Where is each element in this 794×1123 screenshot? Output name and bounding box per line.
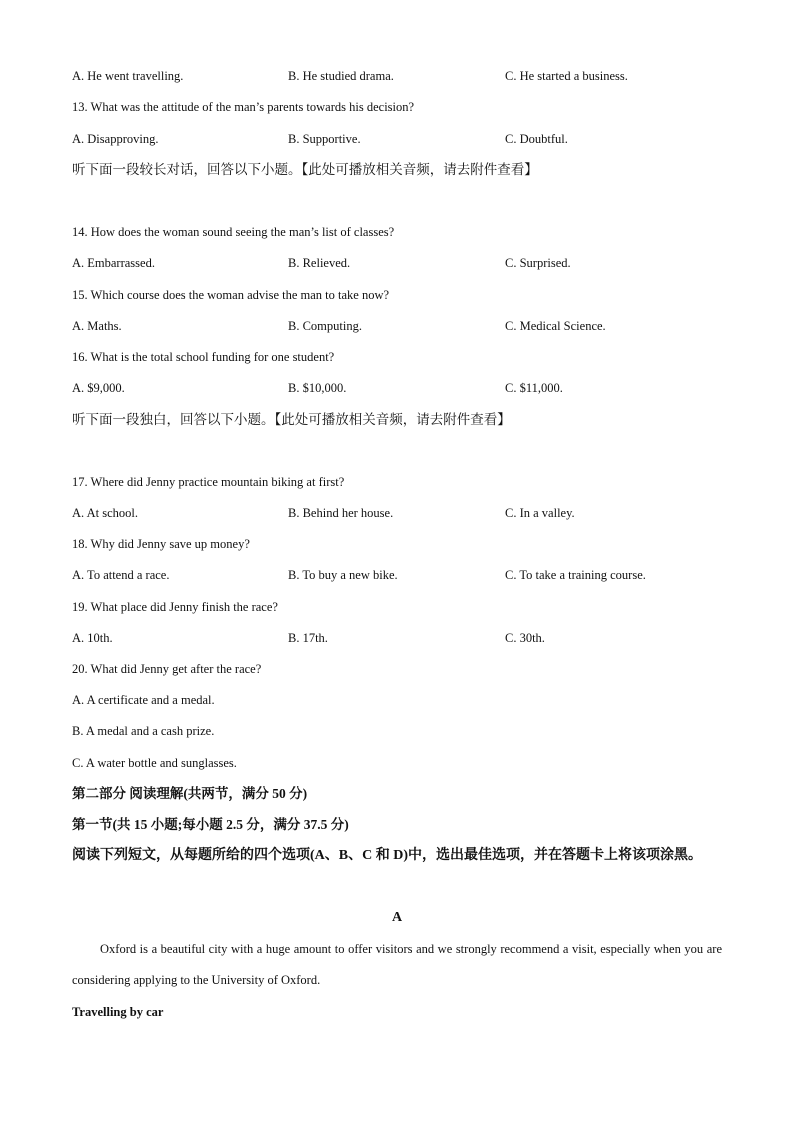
q12-options [72,68,732,84]
q19-option-b: B. 17th. [288,631,328,645]
q16-question: 16. What is the total school funding for one student? [72,350,335,364]
q15-option-b: B. Computing. [288,319,362,333]
q14-options [72,255,732,271]
subheading: Travelling by car [72,1005,164,1019]
q18-options [72,567,732,583]
dialogue-instruction: 听下面一段较长对话，回答以下小题。【此处可播放相关音频，请去附件查看】 [72,162,538,177]
q15-options [72,318,732,334]
q13-option-c: C. Doubtful. [505,132,568,146]
passage-letter: A [391,910,403,925]
monologue-instruction: 听下面一段独白，回答以下小题。【此处可播放相关音频，请去附件查看】 [72,412,511,427]
q18-option-a: A. To attend a race. [72,568,170,582]
q18-option-b: B. To buy a new bike. [288,568,398,582]
q18-question: 18. Why did Jenny save up money? [72,537,250,551]
q19-question: 19. What place did Jenny finish the race? [72,600,278,614]
q14-question: 14. How does the woman sound seeing the man’s list of classes? [72,225,395,239]
q12-option-b: B. He studied drama. [288,69,394,83]
q16-option-b: B. $10,000. [288,381,347,395]
q20-option-c: C. A water bottle and sunglasses. [72,756,237,770]
q16-option-c: C. $11,000. [505,381,563,395]
q18-option-c: C. To take a training course. [505,568,646,582]
q19-options [72,630,732,646]
q17-question: 17. Where did Jenny practice mountain biking at first? [72,475,345,489]
q17-option-c: C. In a valley. [505,506,575,520]
q19-option-a: A. 10th. [72,631,113,645]
passage-intro: Oxford is a beautiful city with a huge amount to offer visitors and we strongly recommend a visit, especially when you are considering applying to the University of Oxford. [72,942,722,987]
q16-option-a: A. $9,000. [72,381,125,395]
q12-option-c: C. He started a business. [505,69,628,83]
q20-option-a: A. A certificate and a medal. [72,693,215,707]
part2-title: 第二部分 阅读理解(共两节，满分 50 分) [72,786,308,801]
q20-option-b: B. A medal and a cash prize. [72,724,215,738]
q16-options [72,380,732,396]
q12-option-a: A. He went travelling. [72,69,184,83]
q15-option-a: A. Maths. [72,319,122,333]
q14-option-c: C. Surprised. [505,256,571,270]
q17-option-b: B. Behind her house. [288,506,394,520]
q19-option-c: C. 30th. [505,631,545,645]
q14-option-a: A. Embarrassed. [72,256,155,270]
reading-instruction: 阅读下列短文，从每题所给的四个选项(A、B、C 和 D)中，选出最佳选项，并在答题卡上将该项涂黑。 [72,848,702,863]
q15-option-c: C. Medical Science. [505,319,606,333]
q17-option-a: A. At school. [72,506,138,520]
q14-option-b: B. Relieved. [288,256,351,270]
q15-question: 15. Which course does the woman advise the man to take now? [72,288,390,302]
q13-options [72,131,732,147]
q13-option-b: B. Supportive. [288,132,361,146]
q17-options [72,505,732,521]
q20-question: 20. What did Jenny get after the race? [72,662,262,676]
q13-question: 13. What was the attitude of the man’s parents towards his decision? [72,100,415,114]
q13-option-a: A. Disapproving. [72,132,159,146]
section1-title: 第一节(共 15 小题;每小题 2.5 分，满分 37.5 分) [72,817,349,832]
